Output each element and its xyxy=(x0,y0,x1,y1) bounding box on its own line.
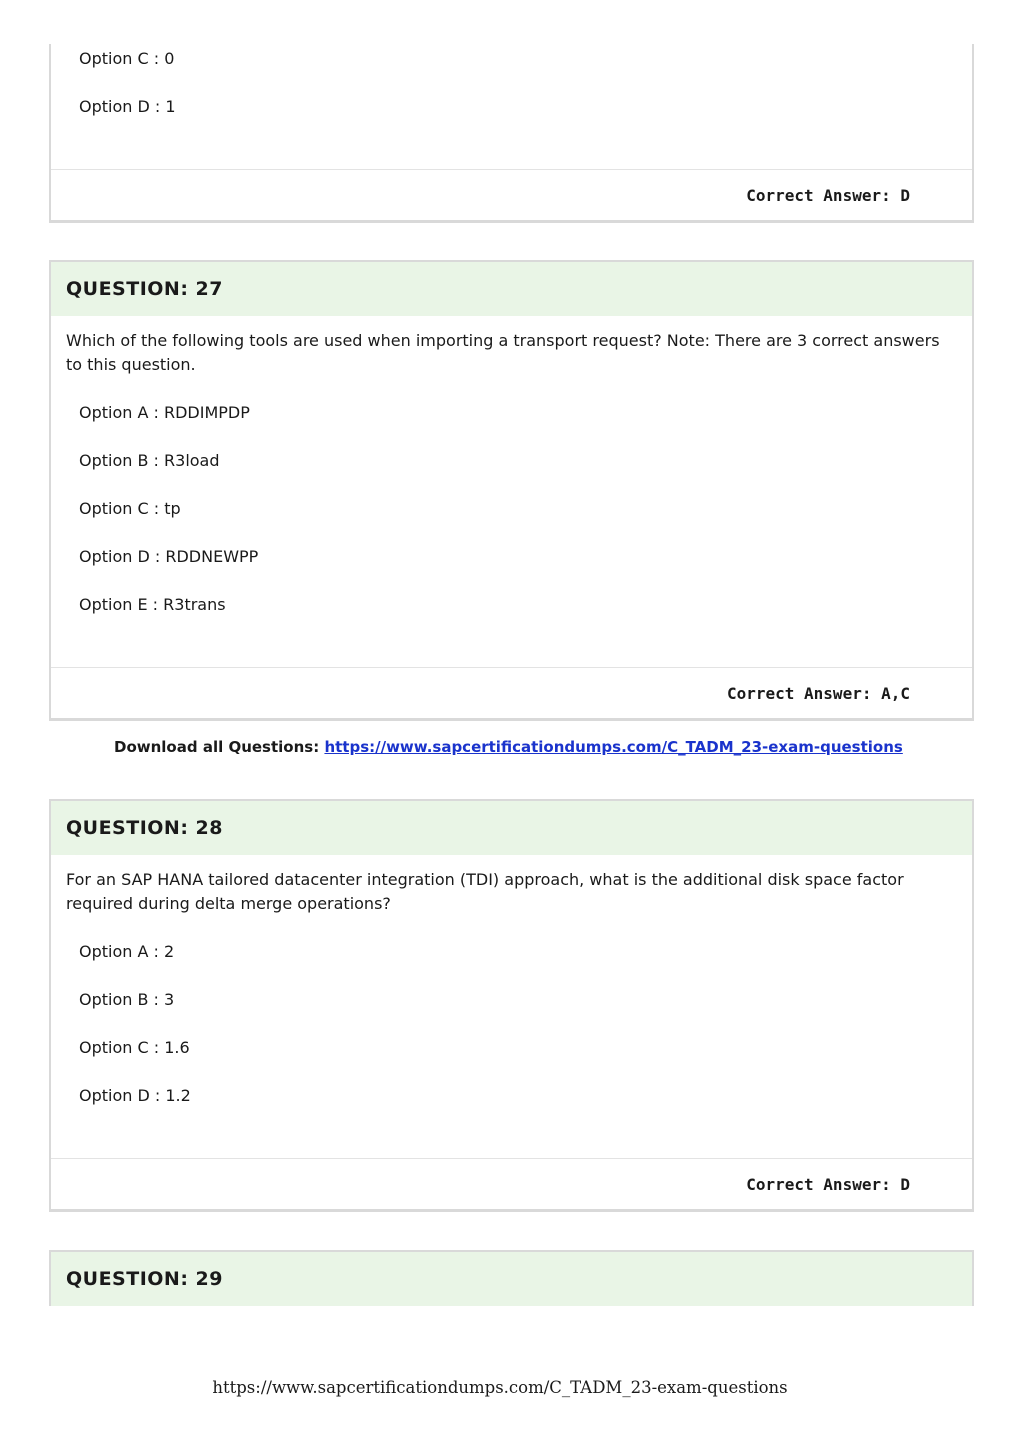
option-item: Option A : 2 xyxy=(79,942,175,961)
question-card-prev xyxy=(49,44,974,223)
option-item: Option E : R3trans xyxy=(79,595,226,614)
correct-answer-row xyxy=(51,1158,972,1209)
download-label: Download all Questions: xyxy=(114,738,320,756)
option-item: Option D : 1.2 xyxy=(79,1086,191,1105)
option-item: Option C : 1.6 xyxy=(79,1038,190,1057)
options-list xyxy=(51,940,972,1108)
question-card-28 xyxy=(49,799,974,1212)
question-header: QUESTION: 27 xyxy=(51,262,972,316)
correct-answer: Correct Answer: A,C xyxy=(726,683,910,703)
correct-answer: Correct Answer: D xyxy=(746,185,910,205)
question-card-27 xyxy=(49,260,974,721)
options-list xyxy=(51,401,972,617)
correct-answer-row xyxy=(51,169,972,220)
question-card-29 xyxy=(49,1250,974,1306)
download-link[interactable]: https://www.sapcertificationdumps.com/C_TADM_23-exam-questions xyxy=(324,738,903,756)
question-header: QUESTION: 29 xyxy=(51,1252,972,1306)
option-item: Option C : tp xyxy=(79,499,181,518)
question-header: QUESTION: 28 xyxy=(51,801,972,855)
download-line xyxy=(114,738,903,756)
option-item: Option D : 1 xyxy=(79,97,176,116)
option-item: Option B : R3load xyxy=(79,451,220,470)
correct-answer-row xyxy=(51,667,972,718)
option-item: Option C : 0 xyxy=(79,49,175,68)
question-text: Which of the following tools are used when importing a transport request? Note: There are 3 correct answers to this question. xyxy=(66,331,940,374)
question-text: For an SAP HANA tailored datacenter integration (TDI) approach, what is the additional disk space factor required during delta merge operations? xyxy=(66,870,904,913)
correct-answer: Correct Answer: D xyxy=(746,1174,910,1194)
options-list xyxy=(51,44,972,119)
option-item: Option B : 3 xyxy=(79,990,175,1009)
option-item: Option D : RDDNEWPP xyxy=(79,547,259,566)
page-footer-url: https://www.sapcertificationdumps.com/C_TADM_23-exam-questions xyxy=(212,1378,788,1397)
option-item: Option A : RDDIMPDP xyxy=(79,403,250,422)
